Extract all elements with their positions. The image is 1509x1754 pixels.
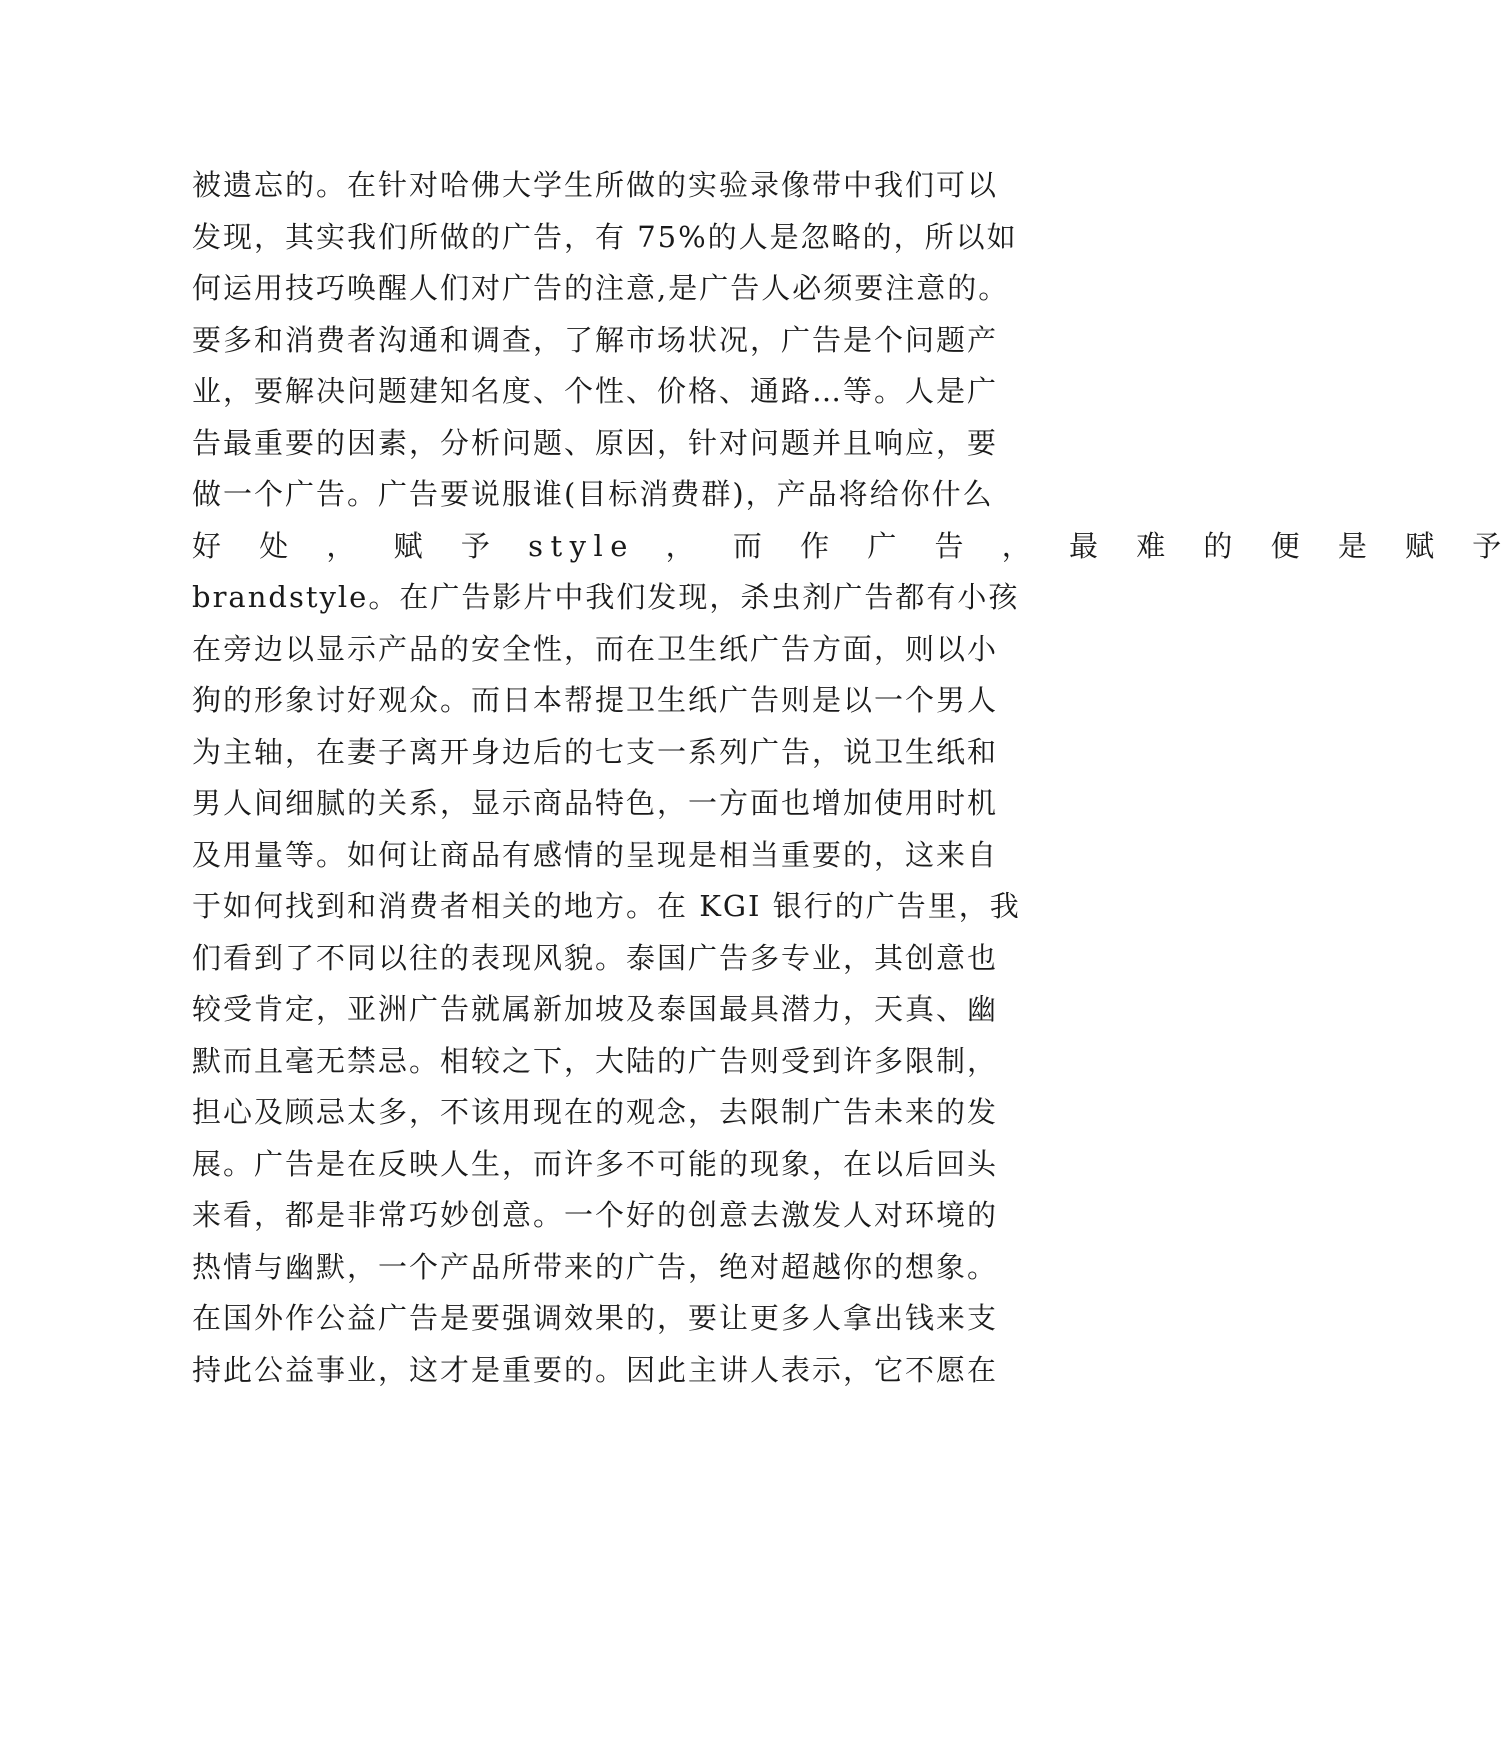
text-line: 告最重要的因素，分析问题、原因，针对问题并且响应，要 [192, 425, 999, 460]
text-line: 于如何找到和消费者相关的地方。在 KGI 银行的广告里，我 [192, 889, 1021, 923]
text-line: 业，要解决问题建知名度、个性、价格、通路…等。人是广 [192, 374, 999, 408]
text-line: 较受肯定，亚洲广告就属新加坡及泰国最具潜力，天真、幽 [192, 992, 999, 1026]
body-text [192, 160, 1509, 1396]
text-line: 要多和消费者沟通和调查，了解市场状况，广告是个问题产 [192, 322, 999, 357]
text-line: 何运用技巧唤醒人们对广告的注意,是广告人必须要注意的。 [192, 271, 1010, 305]
text-line: 持此公益事业，这才是重要的。因此主讲人表示，它不愿在 [192, 1352, 999, 1387]
text-line: 被遗忘的。在针对哈佛大学生所做的实验录像带中我们可以 [192, 168, 999, 202]
text-line: 好 处 ， 赋 予 style ， 而 作 广 告 ， 最 难 的 便 是 赋 予 [192, 528, 1509, 563]
text-line: 为主轴，在妻子离开身边后的七支一系列广告，说卫生纸和 [192, 734, 999, 769]
text-line: 们看到了不同以往的表现风貌。泰国广告多专业，其创意也 [192, 940, 999, 975]
text-line: 男人间细腻的关系，显示商品特色，一方面也增加使用时机 [192, 786, 999, 820]
text-line: 做一个广告。广告要说服谁(目标消费群)，产品将给你什么 [192, 477, 994, 511]
text-line: 热情与幽默，一个产品所带来的广告，绝对超越你的想象。 [192, 1249, 999, 1284]
text-line: 在旁边以显示产品的安全性，而在卫生纸广告方面，则以小 [192, 631, 999, 666]
text-line: 发现，其实我们所做的广告，有 75%的人是忽略的，所以如 [192, 219, 1018, 254]
text-line: 来看，都是非常巧妙创意。一个好的创意去激发人对环境的 [192, 1198, 999, 1232]
text-line: 担心及顾忌太多，不该用现在的观念，去限制广告未来的发 [192, 1095, 999, 1129]
text-line: 狗的形象讨好观众。而日本帮提卫生纸广告则是以一个男人 [192, 683, 999, 717]
text-line: 在国外作公益广告是要强调效果的，要让更多人拿出钱来支 [192, 1301, 999, 1335]
text-line: brandstyle。在广告影片中我们发现，杀虫剂广告都有小孩 [192, 580, 1020, 614]
text-line: 及用量等。如何让商品有感情的呈现是相当重要的，这来自 [192, 837, 999, 872]
text-line: 默而且毫无禁忌。相较之下，大陆的广告则受到许多限制， [192, 1043, 999, 1078]
text-line: 展。广告是在反映人生，而许多不可能的现象，在以后回头 [192, 1146, 999, 1181]
